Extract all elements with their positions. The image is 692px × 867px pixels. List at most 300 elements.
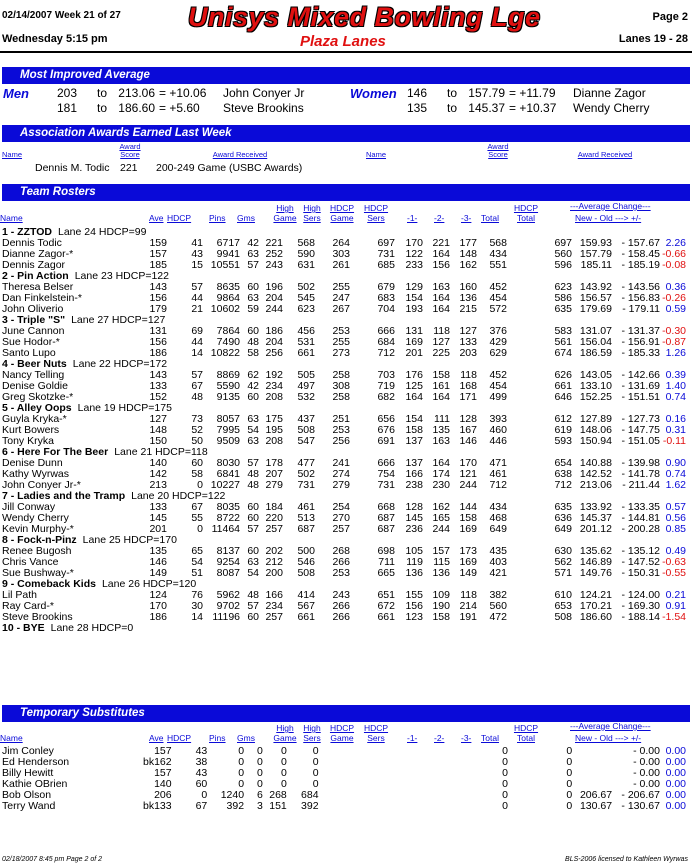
- hdcp-game: [319, 801, 354, 812]
- total: 461: [489, 468, 507, 480]
- high-game: 212: [265, 556, 283, 568]
- women-improved-delta: = +10.37: [509, 101, 557, 115]
- hdcp-game: 279: [332, 479, 350, 491]
- men-label: Men: [3, 86, 29, 101]
- new-avg: 179.69: [579, 303, 612, 315]
- total: 446: [489, 435, 507, 447]
- avg-change: 0.00: [665, 789, 686, 801]
- player-name: Nancy Telling: [2, 369, 65, 381]
- hdcp-game: 241: [332, 457, 350, 469]
- league-title: Unisys Mixed Bowling Lge: [188, 2, 541, 32]
- lanes: Lanes 19 - 28: [618, 33, 688, 45]
- award-name: Dennis M. Todic: [35, 162, 110, 174]
- pins: 9135: [216, 391, 240, 403]
- old-avg: - 0.00: [633, 756, 660, 768]
- hdcp-total: 661: [554, 380, 572, 392]
- player-name: John Oliverio: [2, 303, 64, 315]
- high-game: 195: [265, 424, 283, 436]
- game-2: 109: [432, 589, 450, 601]
- game-2: 174: [432, 468, 450, 480]
- avg-change: 1.40: [665, 380, 686, 392]
- game-1: [397, 757, 425, 768]
- ave: 149: [149, 567, 167, 579]
- hdcp-game: 257: [332, 523, 350, 535]
- game-2: 135: [432, 424, 450, 436]
- high-game: 184: [265, 501, 283, 513]
- game-3: 167: [459, 424, 477, 436]
- hdcp: 55: [191, 512, 203, 524]
- hdcp-total: 626: [554, 369, 572, 381]
- game-3: 169: [459, 556, 477, 568]
- avg-change: -0.63: [662, 556, 686, 568]
- hdcp-total: 697: [554, 237, 572, 249]
- awards-score-header-2: Award Score: [487, 142, 509, 159]
- old-avg: - 127.73: [621, 413, 660, 425]
- old-avg: - 200.28: [621, 523, 660, 535]
- game-1: 136: [405, 567, 423, 579]
- hdcp-total: 636: [554, 512, 572, 524]
- gms: 57: [247, 523, 259, 535]
- team-header: [2, 623, 688, 634]
- team-info: Lane 26 HDCP=120: [101, 578, 197, 590]
- awards-received-header-2: Award Received: [577, 150, 633, 159]
- hdcp-total: 653: [554, 600, 572, 612]
- header-g1: -1-: [407, 213, 418, 223]
- team-info: Lane 22 HDCP=172: [72, 358, 168, 370]
- hdcp-total: 0: [566, 745, 573, 757]
- total: 434: [489, 248, 507, 260]
- header-g3: -3-: [461, 733, 472, 743]
- old-avg: - 0.00: [633, 745, 660, 757]
- awards-received-header: Award Received: [212, 150, 268, 159]
- player-name: Ray Card-*: [2, 600, 54, 612]
- hdcp-game: 258: [332, 391, 350, 403]
- hdcp-game: [319, 790, 354, 801]
- pins: 7864: [216, 325, 240, 337]
- player-name: Santo Lupo: [2, 347, 56, 359]
- player-name: Terry Wand: [2, 800, 56, 812]
- game-2: [425, 757, 452, 768]
- gms: 63: [247, 435, 259, 447]
- player-name: June Cannon: [2, 325, 65, 337]
- avg-change: 0.74: [665, 468, 686, 480]
- high-sers: 532: [297, 391, 315, 403]
- pins: 10227: [210, 479, 240, 491]
- header-hdcp-total: HDCP Total: [513, 203, 539, 223]
- awards-name-header-2: Name: [366, 150, 387, 159]
- header-g3: -3-: [461, 213, 472, 223]
- hdcp-total: 649: [554, 523, 572, 535]
- team-info: Lane 20 HDCP=122: [131, 490, 226, 502]
- game-1: [397, 768, 425, 779]
- team-name: 8 - Fock-n-Pinz: [2, 534, 77, 546]
- avg-change: 0.00: [665, 800, 686, 812]
- sub-row: [2, 801, 688, 812]
- new-avg: 145.37: [579, 512, 612, 524]
- high-game: 175: [265, 413, 283, 425]
- hdcp-total: 508: [554, 611, 572, 623]
- gms: 48: [247, 468, 259, 480]
- game-2: 164: [432, 303, 450, 315]
- game-1: 125: [405, 380, 423, 392]
- avg-change: 0.00: [665, 778, 686, 790]
- game-2: 162: [432, 501, 450, 513]
- men-improved-to: 186.60: [118, 101, 155, 115]
- avg-change: 0.36: [665, 281, 686, 293]
- avg-change: 0.74: [665, 391, 686, 403]
- gms: 63: [247, 248, 259, 260]
- hdcp-total: 586: [554, 292, 572, 304]
- high-game: 0: [280, 767, 287, 779]
- game-2: 111: [434, 413, 450, 425]
- avg-change: 0.21: [665, 589, 686, 601]
- hdcp-total: 674: [554, 347, 572, 359]
- old-avg: - 144.81: [621, 512, 660, 524]
- total: 649: [489, 523, 507, 535]
- women-improved-to-word: to: [447, 86, 458, 100]
- game-2: [425, 746, 452, 757]
- game-3: 158: [459, 512, 477, 524]
- high-sers: 545: [297, 292, 315, 304]
- hdcp-game: 253: [332, 424, 350, 436]
- hdcp-game: 270: [332, 512, 350, 524]
- pins: 8722: [216, 512, 240, 524]
- game-1: 129: [405, 281, 423, 293]
- header-hdcp-sers: HDCP Sers: [363, 723, 389, 743]
- player-name: Dianne Zagor-*: [2, 248, 74, 260]
- men-improved-delta: = +10.06: [159, 86, 207, 100]
- header-g1: -1-: [407, 733, 418, 743]
- ave: 140: [154, 778, 172, 790]
- avg-change: -0.66: [662, 248, 686, 260]
- women-improved-to: 157.79: [468, 86, 505, 100]
- total: 454: [489, 380, 507, 392]
- game-3: 133: [459, 336, 477, 348]
- hdcp: 43: [191, 248, 203, 260]
- hdcp: 30: [191, 600, 203, 612]
- ave: 133: [149, 380, 167, 392]
- game-2: 230: [432, 479, 450, 491]
- date-week: 02/14/2007 Week 21 of 27: [2, 10, 121, 21]
- high-game: 0: [280, 756, 287, 768]
- men-improved-delta: = +5.60: [159, 101, 200, 115]
- old-avg: - 141.78: [621, 468, 660, 480]
- high-sers: 461: [297, 501, 315, 513]
- pins: 10822: [210, 347, 240, 359]
- hdcp: 67: [191, 501, 203, 513]
- game-2: [425, 768, 452, 779]
- old-avg: - 139.98: [621, 457, 660, 469]
- game-3: [452, 801, 479, 812]
- hdcp-game: 266: [332, 611, 350, 623]
- sub-row: [2, 746, 688, 757]
- hdcp: 58: [191, 468, 203, 480]
- team-name: 7 - Ladies and the Tramp: [2, 490, 126, 502]
- hdcp-game: 255: [332, 336, 350, 348]
- hdcp-sers: [353, 746, 397, 757]
- header-high-sers: High Sers: [303, 723, 321, 743]
- gms: 0: [257, 745, 263, 757]
- awards-name-header: Name: [2, 150, 23, 159]
- header-g2: -2-: [434, 213, 445, 223]
- game-1: 170: [405, 237, 423, 249]
- player-name: Steve Brookins: [2, 611, 73, 623]
- game-3: 149: [459, 567, 477, 579]
- game-1: 176: [405, 369, 423, 381]
- game-2: 158: [432, 611, 450, 623]
- high-game: 257: [265, 523, 283, 535]
- pins: 6717: [216, 237, 240, 249]
- avg-change: 0.39: [665, 369, 686, 381]
- hdcp-total: 610: [554, 589, 572, 601]
- pins: 8869: [216, 369, 240, 381]
- old-avg: - 188.14: [621, 611, 660, 623]
- game-1: 145: [405, 512, 423, 524]
- page-number: Page 2: [652, 11, 688, 23]
- high-sers: 508: [297, 424, 315, 436]
- game-2: 164: [432, 292, 450, 304]
- game-1: 236: [405, 523, 423, 535]
- team-name: 2 - Pin Action: [2, 270, 69, 282]
- gms: 0: [257, 767, 263, 779]
- ave: 145: [149, 512, 167, 524]
- men-improved-from: 181: [56, 101, 77, 115]
- game-3: 160: [459, 281, 477, 293]
- hdcp: 54: [191, 556, 203, 568]
- header-pins: Pins: [209, 213, 226, 223]
- gms: 60: [247, 512, 259, 524]
- high-sers: 623: [297, 303, 315, 315]
- gms: 48: [247, 336, 259, 348]
- avg-change: 1.62: [665, 479, 686, 491]
- total: 454: [489, 292, 507, 304]
- gms: 60: [247, 391, 259, 403]
- high-game: 208: [265, 435, 283, 447]
- hdcp-game: 253: [332, 567, 350, 579]
- new-avg: 170.21: [579, 600, 612, 612]
- hdcp: 69: [191, 325, 203, 337]
- game-2: 164: [432, 248, 450, 260]
- hdcp-total: 0: [566, 800, 573, 812]
- old-avg: - 142.66: [621, 369, 660, 381]
- rosters-bar: Team Rosters: [2, 184, 690, 201]
- old-avg: - 0.00: [633, 767, 660, 779]
- pins: 0: [238, 756, 245, 768]
- avg-change: 0.49: [665, 545, 686, 557]
- pins: 5590: [216, 380, 240, 392]
- men-improved-to: 213.06: [118, 86, 155, 100]
- pins: 11196: [212, 611, 240, 623]
- total: 429: [489, 336, 507, 348]
- game-3: 148: [459, 248, 477, 260]
- total: 0: [502, 756, 509, 768]
- gms: 57: [247, 457, 259, 469]
- ave: 146: [149, 556, 167, 568]
- game-2: 157: [432, 545, 450, 557]
- avg-change: -0.30: [662, 325, 686, 337]
- game-2: [425, 790, 452, 801]
- old-avg: - 130.67: [621, 800, 660, 812]
- hdcp-sers: [353, 801, 397, 812]
- game-1: 123: [405, 611, 423, 623]
- total: 0: [502, 745, 509, 757]
- new-avg: 206.67: [579, 789, 613, 801]
- game-3: 177: [459, 237, 477, 249]
- pins: 7490: [216, 336, 240, 348]
- ave: bk162: [142, 756, 172, 768]
- new-avg: 124.21: [579, 589, 612, 601]
- high-sers: 684: [301, 789, 319, 801]
- total: 435: [489, 545, 507, 557]
- game-1: 154: [405, 413, 423, 425]
- hdcp: 14: [191, 611, 203, 623]
- new-avg: 213.06: [579, 479, 612, 491]
- avg-change: 0.85: [665, 523, 686, 535]
- hdcp-sers: 704: [377, 303, 395, 315]
- total: 0: [502, 767, 509, 779]
- game-2: 115: [433, 556, 450, 568]
- new-avg: 142.52: [579, 468, 612, 480]
- high-game: 186: [265, 325, 283, 337]
- high-game: 220: [265, 512, 283, 524]
- game-2: 163: [432, 281, 450, 293]
- high-game: 151: [269, 800, 287, 812]
- avg-change: 0.91: [665, 600, 686, 612]
- hdcp: 0: [201, 789, 208, 801]
- avg-change: 2.26: [665, 237, 686, 249]
- ave: 131: [149, 325, 167, 337]
- award-received: 200-249 Game (USBC Awards): [156, 162, 303, 174]
- new-avg: 185.11: [580, 259, 612, 271]
- men-improved-from: 203: [56, 86, 77, 100]
- ave: 140: [149, 457, 167, 469]
- player-name: Wendy Cherry: [2, 512, 69, 524]
- hdcp-sers: 679: [377, 281, 395, 293]
- hdcp-sers: 731: [377, 479, 395, 491]
- high-sers: 631: [297, 259, 315, 271]
- hdcp: 48: [191, 391, 203, 403]
- hdcp: 0: [197, 523, 203, 535]
- total: 460: [489, 424, 507, 436]
- game-3: 127: [459, 325, 477, 337]
- avg-change: 0.57: [665, 501, 686, 513]
- total: 572: [489, 303, 507, 315]
- gms: 54: [247, 424, 259, 436]
- avg-change: 0.90: [665, 457, 686, 469]
- hdcp-total: 562: [554, 556, 572, 568]
- hdcp-total: 612: [554, 413, 572, 425]
- gms: 60: [247, 545, 259, 557]
- hdcp-sers: [353, 779, 397, 790]
- ave: 150: [149, 435, 167, 447]
- hdcp: 57: [191, 281, 203, 293]
- high-sers: 502: [297, 281, 315, 293]
- gms: 3: [257, 800, 263, 812]
- new-avg: 135.62: [579, 545, 612, 557]
- old-avg: - 0.00: [633, 778, 660, 790]
- header-high-sers: High Sers: [303, 203, 321, 223]
- hdcp: 57: [191, 369, 203, 381]
- hdcp: 73: [191, 413, 203, 425]
- header-hdcp-total: HDCP Total: [513, 723, 539, 743]
- avg-change: -0.11: [662, 435, 686, 447]
- hdcp: 51: [191, 567, 203, 579]
- high-game: 204: [265, 292, 283, 304]
- total: 452: [489, 369, 507, 381]
- team-name: 10 - BYE: [2, 622, 45, 634]
- high-game: 166: [265, 589, 283, 601]
- ave: 156: [149, 292, 167, 304]
- team-name: 5 - Alley Oops: [2, 402, 72, 414]
- hdcp: 15: [191, 259, 203, 271]
- hdcp-sers: 719: [377, 380, 395, 392]
- player-name: Denise Goldie: [2, 380, 68, 392]
- team-info: Lane 23 HDCP=122: [74, 270, 169, 282]
- gms: 0: [257, 778, 263, 790]
- hdcp: 43: [195, 767, 208, 779]
- game-3: 136: [459, 292, 477, 304]
- high-game: 279: [265, 479, 283, 491]
- hdcp-total: 571: [554, 567, 572, 579]
- pins: 10551: [210, 259, 240, 271]
- player-name: Chris Vance: [2, 556, 59, 568]
- hdcp: 44: [191, 336, 203, 348]
- women-label: Women: [350, 86, 397, 101]
- ave: 148: [149, 424, 167, 436]
- hdcp-game: 303: [332, 248, 350, 260]
- hdcp-sers: 661: [377, 611, 395, 623]
- game-3: [452, 746, 479, 757]
- high-game: 208: [265, 391, 283, 403]
- total: 468: [489, 512, 507, 524]
- hdcp-sers: 687: [377, 523, 395, 535]
- high-game: 244: [265, 303, 283, 315]
- hdcp-total: 0: [566, 778, 573, 790]
- game-1: 193: [405, 303, 423, 315]
- header-total: Total: [481, 213, 499, 223]
- high-sers: 392: [301, 800, 319, 812]
- game-1: 122: [405, 248, 423, 260]
- hdcp-total: 635: [554, 501, 572, 513]
- hdcp-sers: 682: [377, 391, 395, 403]
- game-2: 163: [432, 435, 450, 447]
- hdcp-game: 267: [332, 303, 350, 315]
- new-avg: 150.94: [579, 435, 612, 447]
- pins: 9864: [216, 292, 240, 304]
- game-3: 169: [459, 523, 477, 535]
- team-info: Lane 24 HDCP=99: [57, 226, 147, 238]
- high-game: 207: [265, 468, 283, 480]
- game-3: 144: [459, 501, 477, 513]
- new-avg: 149.76: [579, 567, 612, 579]
- avg-change: 0.16: [665, 413, 686, 425]
- total: 393: [489, 413, 507, 425]
- hdcp-game: 253: [332, 325, 350, 337]
- game-3: 118: [460, 589, 477, 601]
- high-sers: 568: [297, 237, 315, 249]
- gms: 54: [247, 567, 259, 579]
- team-info: Lane 27 HDCP=127: [71, 314, 166, 326]
- header-gms: Gms: [237, 213, 255, 223]
- hdcp-sers: [353, 790, 397, 801]
- men-improved-name: John Conyer Jr: [223, 86, 305, 100]
- player-name: Jill Conway: [2, 501, 56, 513]
- game-2: 164: [432, 391, 450, 403]
- player-name: Tony Kryka: [2, 435, 54, 447]
- avg-change: -0.87: [662, 336, 686, 348]
- old-avg: - 147.52: [621, 556, 660, 568]
- hdcp-sers: 672: [377, 600, 395, 612]
